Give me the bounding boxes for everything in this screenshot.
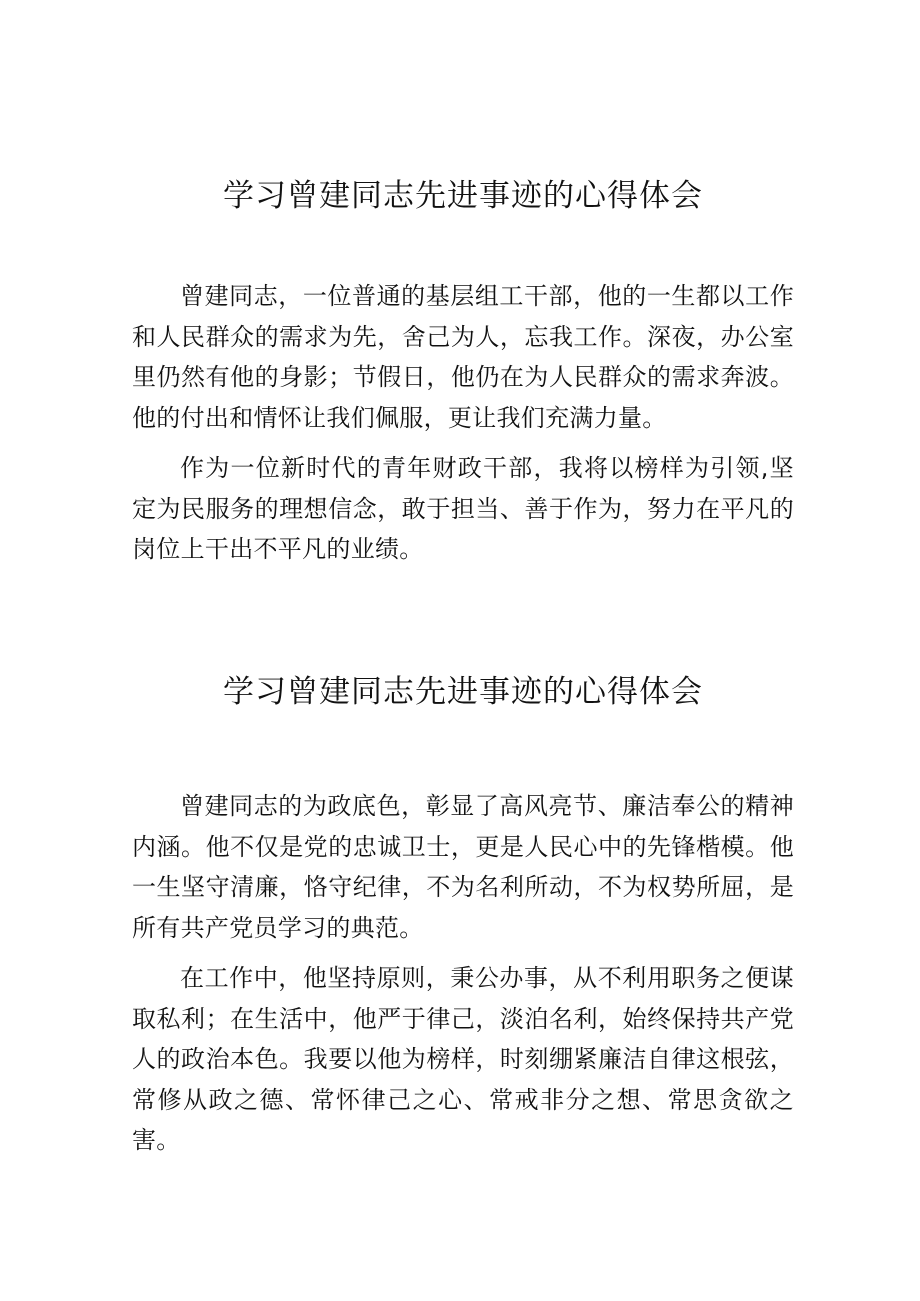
article-2 [132,664,794,1171]
article-paragraph: 曾建同志的为政底色，彰显了高风亮节、廉洁奉公的精神内涵。他不仅是党的忠诚卫士，更是人民心中的先锋楷模。他一生坚守清廉，恪守纪律，不为名利所动，不为权势所屈，是所有共产党员学习的典范。 [132,792,794,942]
article-title: 学习曾建同志先进事迹的心得体会 [223,674,703,710]
article-paragraph: 作为一位新时代的青年财政干部，我将以榜样为引领,坚定为民服务的理想信念，敢于担当、善于作为，努力在平凡的岗位上干出不平凡的业绩。 [132,454,794,563]
article-paragraph: 曾建同志，一位普通的基层组工干部，他的一生都以工作和人民群众的需求为先，舍己为人，忘我工作。深夜，办公室里仍然有他的身影；节假日，他仍在为人民群众的需求奔波。他的付出和情怀让我们佩服，更让我们充满力量。 [132,282,794,432]
article-title: 学习曾建同志先进事迹的心得体会 [223,178,703,214]
article-paragraph: 在工作中，他坚持原则，秉公办事，从不利用职务之便谋取私利；在生活中，他严于律己，淡泊名利，始终保持共产党人的政治本色。我要以他为榜样，时刻绷紧廉洁自律这根弦，常修从政之德、常怀律己之心、常戒非分之想、常思贪欲之害。 [132,964,794,1154]
article-1 [132,168,794,580]
